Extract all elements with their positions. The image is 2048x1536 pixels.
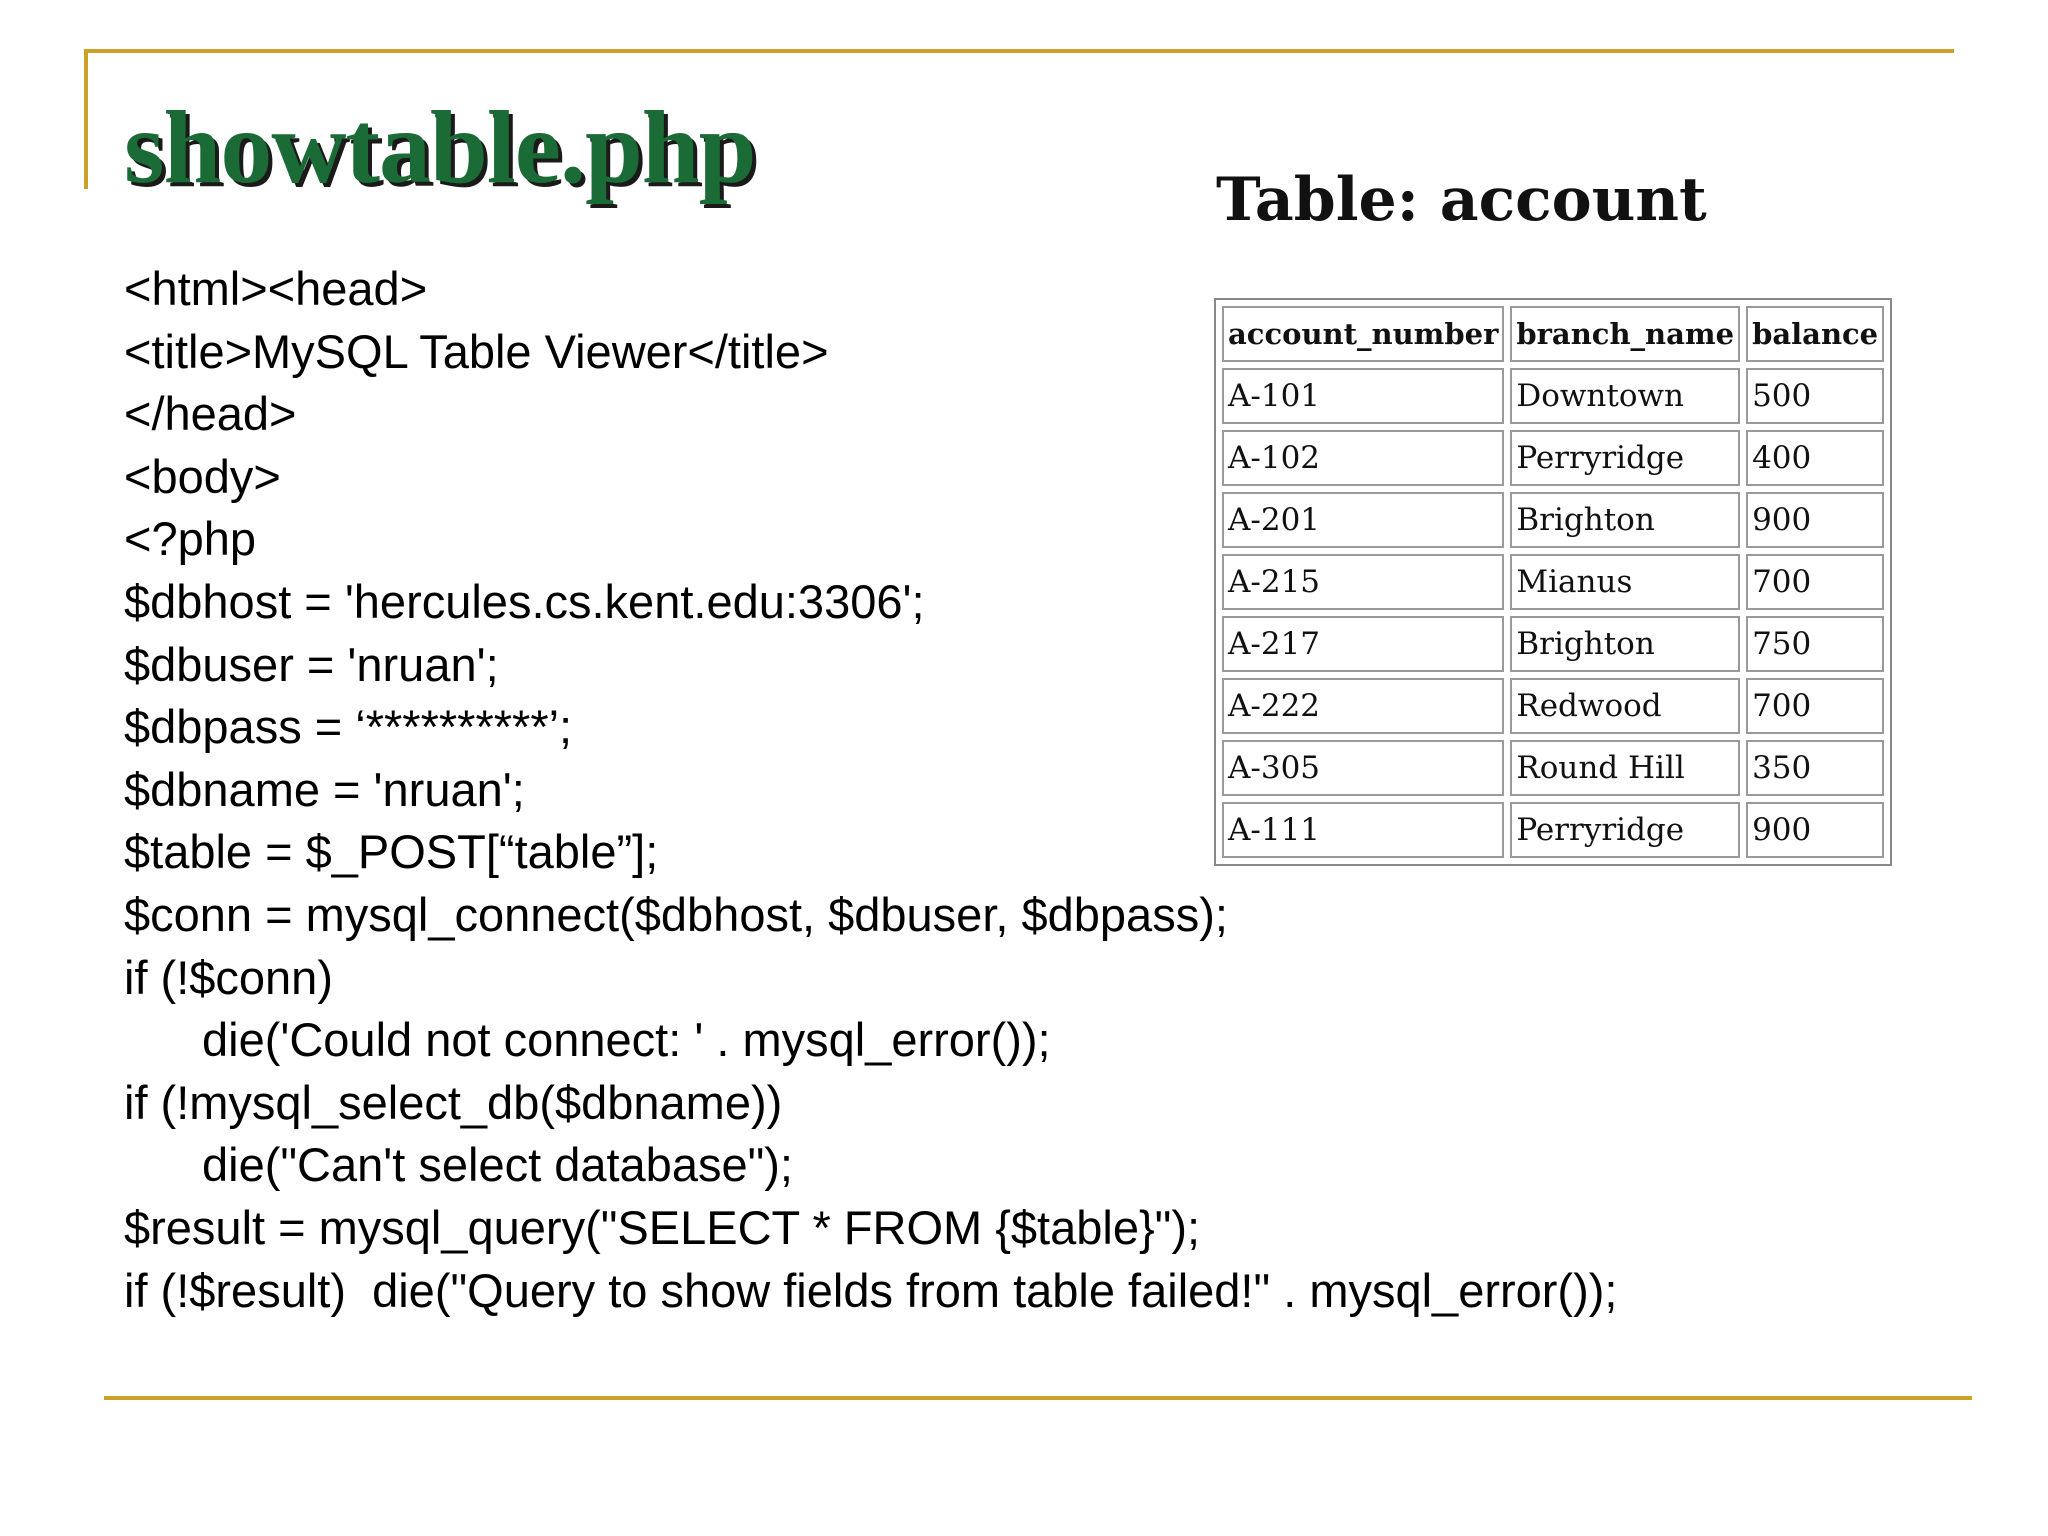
table-cell-branch-name: Perryridge bbox=[1510, 430, 1740, 486]
table-cell-branch-name: Perryridge bbox=[1510, 802, 1740, 858]
table-cell-branch-name: Brighton bbox=[1510, 492, 1740, 548]
table-row bbox=[1222, 802, 1884, 858]
code-line: if (!$conn) bbox=[124, 950, 333, 1004]
table-cell-branch-name: Redwood bbox=[1510, 678, 1740, 734]
table-cell-balance: 500 bbox=[1746, 368, 1884, 424]
code-line: $result = mysql_query("SELECT * FROM {$table}"); bbox=[124, 1200, 1201, 1254]
code-line: if (!$result) die("Query to show fields from table failed!" . mysql_error()); bbox=[124, 1263, 1618, 1317]
table-caption: Table: account bbox=[1216, 165, 1707, 235]
bottom-decorative-rule bbox=[104, 1396, 1972, 1400]
table-header-row bbox=[1222, 306, 1884, 362]
table-cell-balance: 900 bbox=[1746, 802, 1884, 858]
code-line: <body> bbox=[124, 449, 281, 503]
code-line: $table = $_POST[“table”]; bbox=[124, 825, 659, 879]
table-cell-branch-name: Mianus bbox=[1510, 554, 1740, 610]
code-line: die("Can't select database"); bbox=[202, 1138, 793, 1192]
table-cell-branch-name: Downtown bbox=[1510, 368, 1740, 424]
code-line: </head> bbox=[124, 387, 297, 441]
table-cell-balance: 400 bbox=[1746, 430, 1884, 486]
code-line: $dbhost = 'hercules.cs.kent.edu:3306'; bbox=[124, 574, 925, 628]
slide-title: showtable.php bbox=[124, 90, 756, 205]
table-cell-balance: 900 bbox=[1746, 492, 1884, 548]
account-table bbox=[1214, 298, 1892, 866]
table-cell-account-number: A-215 bbox=[1222, 554, 1504, 610]
code-line: $dbpass = ‘**********’; bbox=[124, 700, 573, 754]
table-cell-branch-name: Brighton bbox=[1510, 616, 1740, 672]
code-line: <?php bbox=[124, 512, 257, 566]
code-line: if (!mysql_select_db($dbname)) bbox=[124, 1075, 783, 1129]
table-cell-account-number: A-102 bbox=[1222, 430, 1504, 486]
code-line: $dbuser = 'nruan'; bbox=[124, 637, 499, 691]
left-decorative-rule bbox=[84, 49, 88, 189]
table-cell-account-number: A-101 bbox=[1222, 368, 1504, 424]
table-row bbox=[1222, 616, 1884, 672]
table-cell-account-number: A-201 bbox=[1222, 492, 1504, 548]
code-line: $conn = mysql_connect($dbhost, $dbuser, $dbpass); bbox=[124, 887, 1228, 941]
table-cell-balance: 750 bbox=[1746, 616, 1884, 672]
table-row bbox=[1222, 740, 1884, 796]
table-cell-account-number: A-305 bbox=[1222, 740, 1504, 796]
table-cell-account-number: A-217 bbox=[1222, 616, 1504, 672]
table-row bbox=[1222, 492, 1884, 548]
table-row bbox=[1222, 678, 1884, 734]
code-line: <html><head> bbox=[124, 262, 428, 315]
column-header-branch-name: branch_name bbox=[1510, 306, 1740, 362]
table-row bbox=[1222, 554, 1884, 610]
table-row bbox=[1222, 430, 1884, 486]
column-header-balance: balance bbox=[1746, 306, 1884, 362]
top-decorative-rule bbox=[84, 49, 1954, 53]
code-line: die('Could not connect: ' . mysql_error()); bbox=[202, 1013, 1051, 1067]
table-body bbox=[1222, 368, 1884, 858]
table-cell-account-number: A-111 bbox=[1222, 802, 1504, 858]
table-cell-balance: 700 bbox=[1746, 678, 1884, 734]
table-cell-balance: 350 bbox=[1746, 740, 1884, 796]
table-cell-account-number: A-222 bbox=[1222, 678, 1504, 734]
table-cell-balance: 700 bbox=[1746, 554, 1884, 610]
table-cell-branch-name: Round Hill bbox=[1510, 740, 1740, 796]
column-header-account-number: account_number bbox=[1222, 306, 1504, 362]
code-line: $dbname = 'nruan'; bbox=[124, 762, 525, 816]
code-line: <title>MySQL Table Viewer</title> bbox=[124, 324, 829, 378]
table-row bbox=[1222, 368, 1884, 424]
